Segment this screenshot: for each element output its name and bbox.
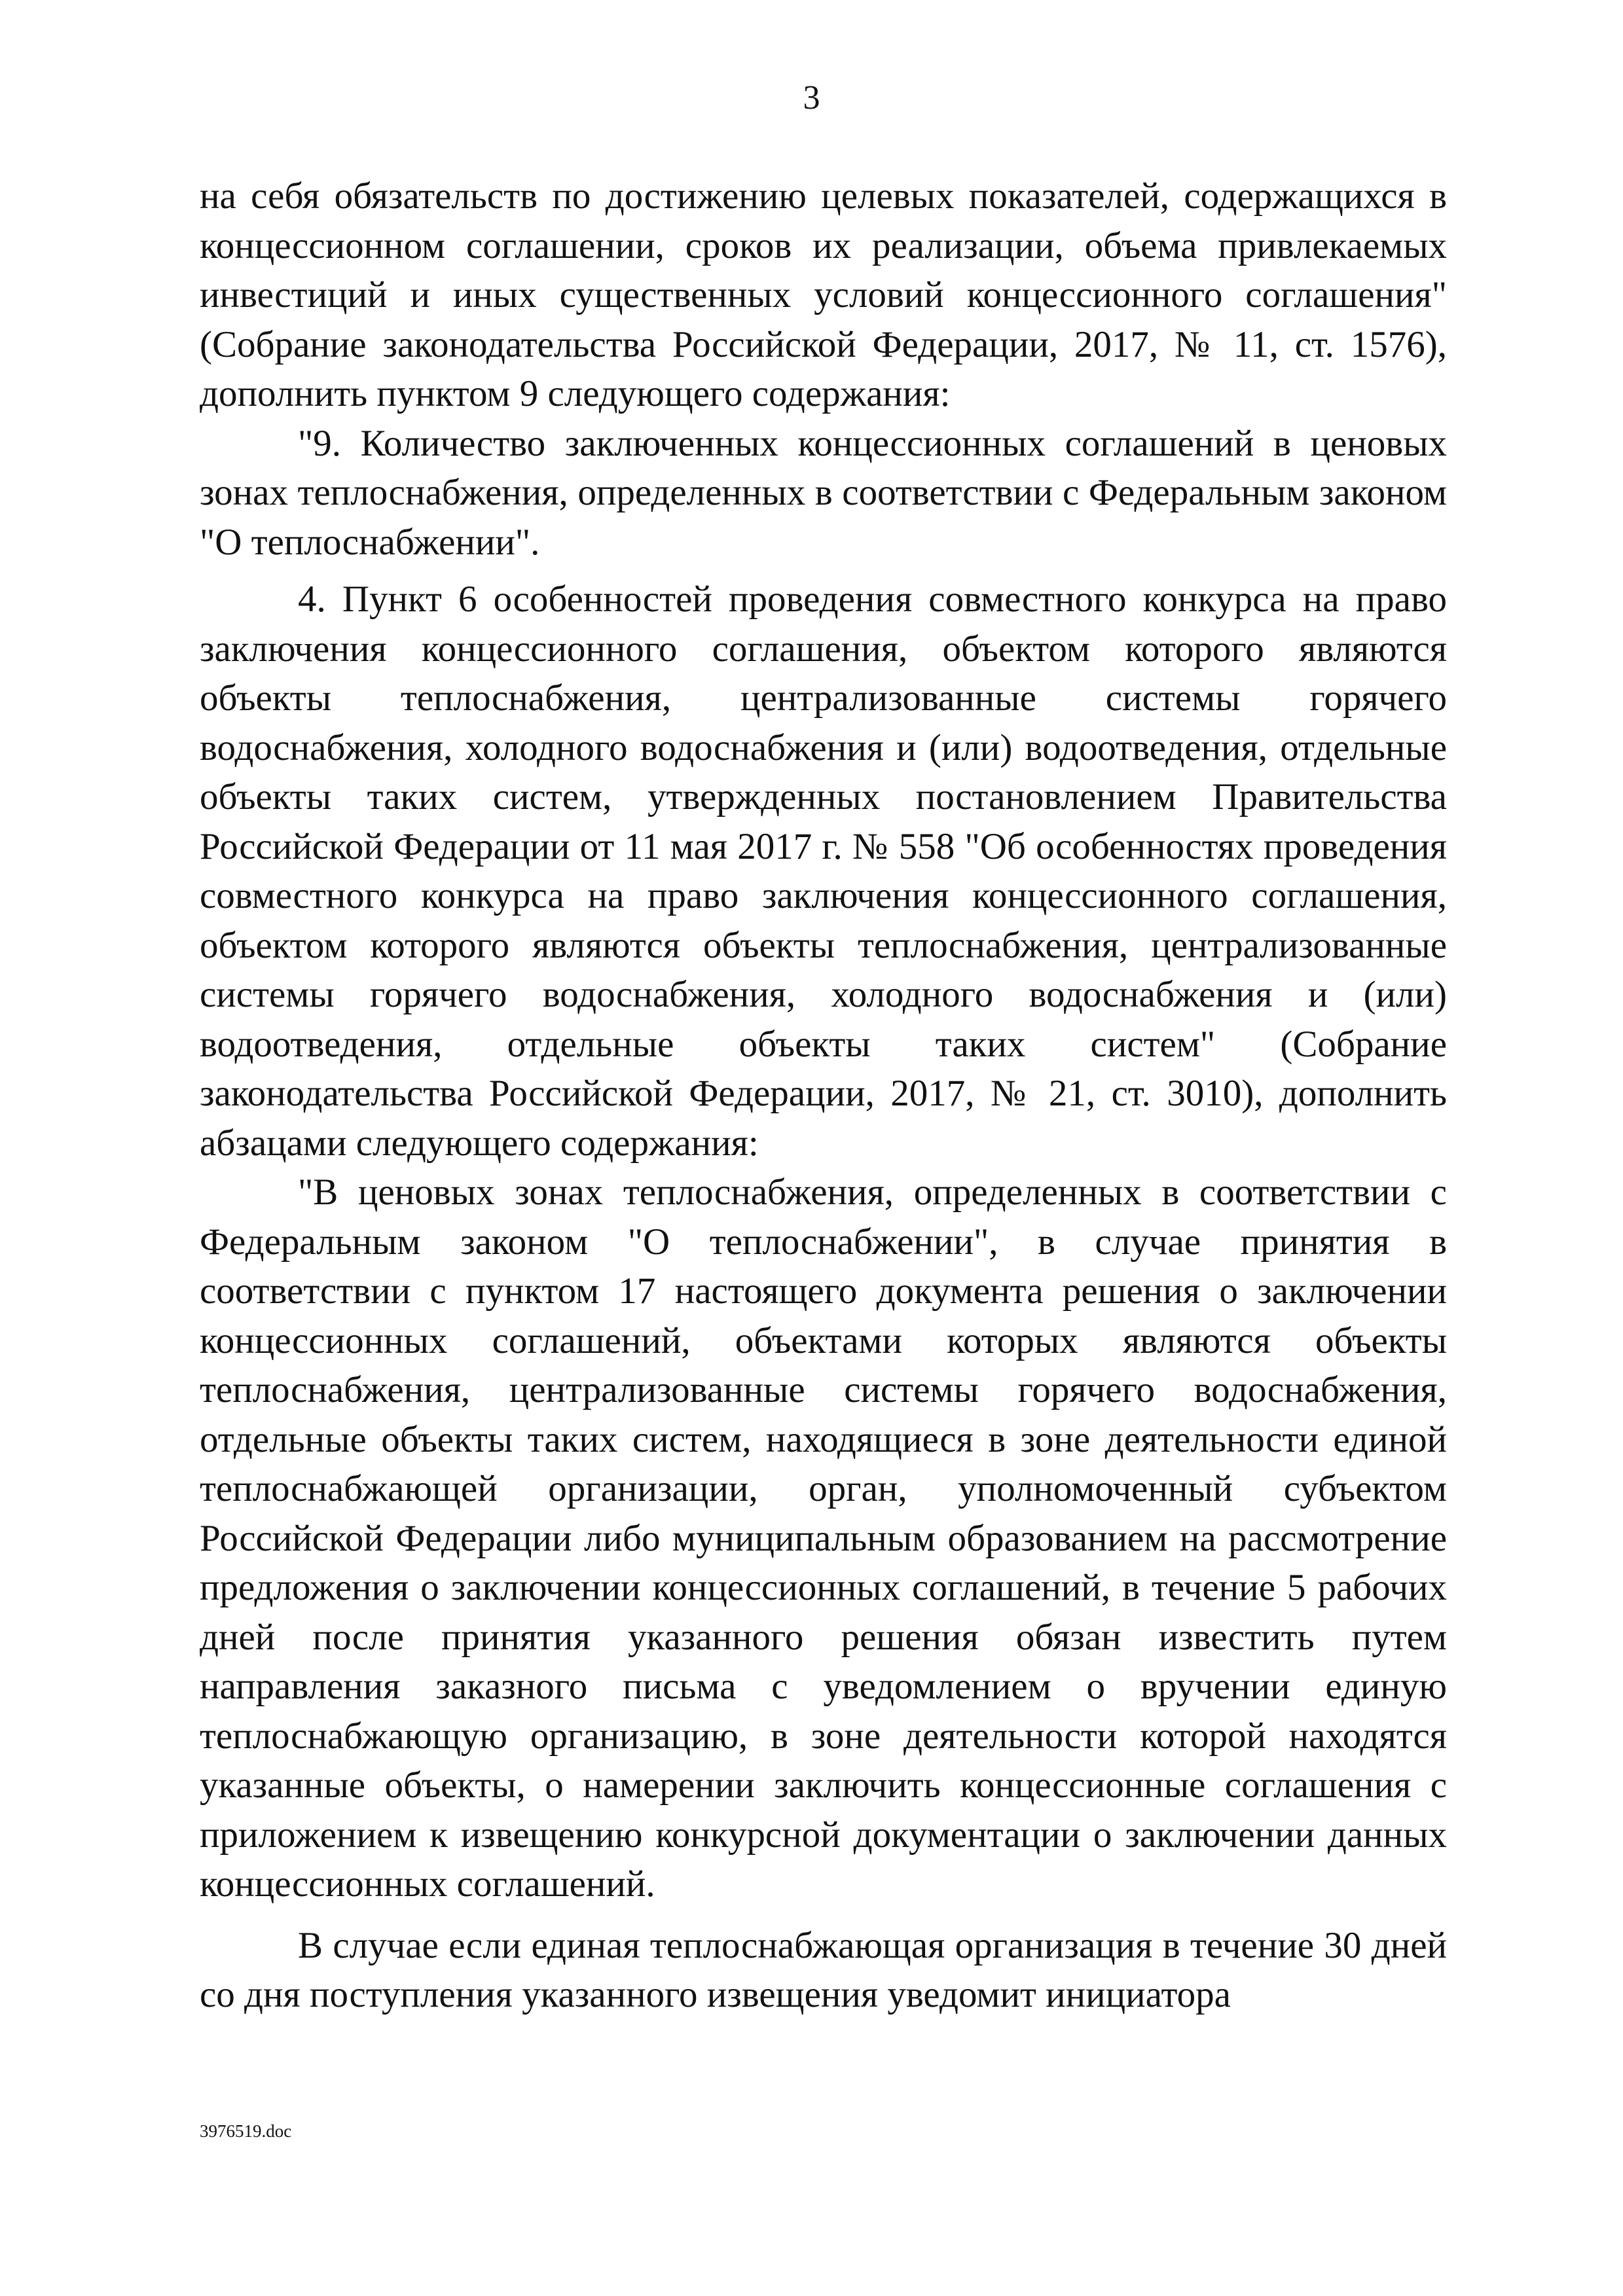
document-body <box>200 171 1447 2020</box>
paragraph-price-zones: "В ценовых зонах теплоснабжения, определенных в соответствии с Федеральным законом "О теплоснабжении", в случае принятия в соответствии с пунктом 17 настоящего документа решения о заключении концессионных соглашений, объектами которых являются объекты теплоснабжения, централизованные системы горячего водоснабжения, отдельные объекты таких систем, находящиеся в зоне деятельности единой теплоснабжающей организации, орган, уполномоченный субъектом Российской Федерации либо муниципальным образованием на рассмотрение предложения о заключении концессионных соглашений, в течение 5 рабочих дней после принятия указанного решения обязан известить путем направления заказного письма с уведомлением о вручении единую теплоснабжающую организацию, в зоне деятельности которой находятся указанные объекты, о намерении заключить концессионные соглашения с приложением к извещению конкурсной документации о заключении данных концессионных соглашений. <box>200 1172 1447 1905</box>
page-number: 3 <box>803 79 820 117</box>
paragraph-point-4: 4. Пункт 6 особенностей проведения совместного конкурса на право заключения концессионного соглашения, объектом которого являются объекты теплоснабжения, централизованные системы горячего водоснабжения, холодного водоснабжения и (или) водоотведения, отдельные объекты таких систем, утвержденных постановлением Правительства Российской Федерации от 11 мая 2017 г. № 558 "Об особенностях проведения совместного конкурса на право заключения концессионного соглашения, объектом которого являются объекты теплоснабжения, централизованные системы горячего водоснабжения, холодного водоснабжения и (или) водоотведения, отдельные объекты таких систем" (Собрание законодательства Российской Федерации, 2017, № 21, ст. 3010), дополнить абзацами следующего содержания: <box>200 579 1447 1164</box>
paragraph-if-single-heat-org: В случае если единая теплоснабжающая организация в течение 30 дней со дня поступления указанного извещения уведомит инициатора <box>200 1924 1447 2015</box>
paragraph-continuation: на себя обязательств по достижению целевых показателей, содержащихся в концессионном соглашении, сроков их реализации, объема привлекаемых инвестиций и иных существенных условий концессионного соглашения" (Собрание законодательства Российской Федерации, 2017, № 11, ст. 1576), дополнить пунктом 9 следующего содержания: <box>200 175 1447 414</box>
footer-filename: 3976519.doc <box>200 2121 292 2141</box>
paragraph-item-9: "9. Количество заключенных концессионных соглашений в ценовых зонах теплоснабжения, определенных в соответствии с Федеральным законом "О теплоснабжении". <box>200 422 1447 563</box>
